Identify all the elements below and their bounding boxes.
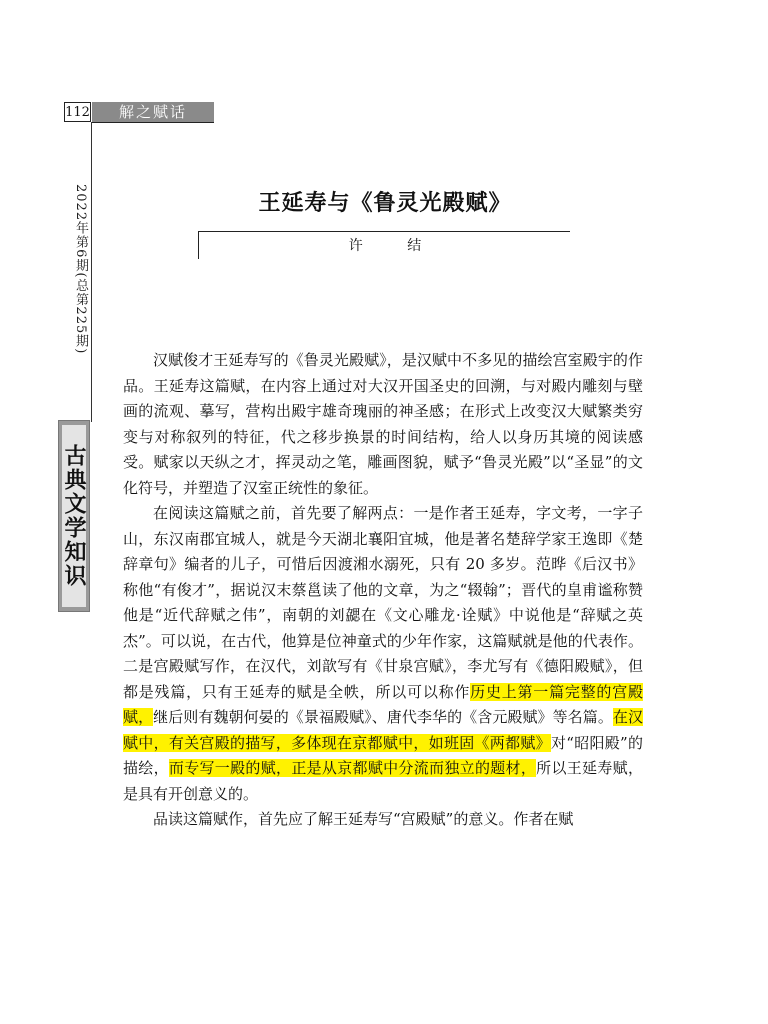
title-underline	[198, 231, 570, 232]
paragraph-3: 品读这篇赋作，首先应了解王延寿写“宫殿赋”的意义。作者在赋	[153, 810, 574, 828]
article-title: 王延寿与《鲁灵光殿赋》	[258, 190, 512, 216]
header-rule	[92, 122, 214, 123]
paragraph-2-text-c: 对“昭阳殿”的描绘，	[123, 733, 643, 777]
article-body	[123, 348, 643, 833]
paragraph-2-text-a: 在阅读这篇赋之前，首先要了解两点：一是作者王延寿，字文考，一字子山，东汉南郡宜城人，就是今天湖北襄阳宜城，他是著名楚辞学家王逸即《楚辞章句》编者的儿子，可惜后因渡湘水溺死，只有 20 多岁。范晔《后汉书》称他“有俊才”，据说汉末蔡邕读了他的文章，为之“辍翰”；晋代的皇甫谧称赞他是“近代辞赋之伟”，南朝的刘勰在《文心雕龙·诠赋》中说他是“辞赋之英杰”。可以说，在古代，他算是位神童式的少年作家，这篇赋就是他的代表作。二是宫殿赋写作，在汉代，刘歆写有《甘泉宫赋》，李尤写有《德阳殿赋》，但都是残篇，只有王延寿的赋是全帙，所以可以称作	[123, 504, 643, 701]
paragraph-1: 汉赋俊才王延寿写的《鲁灵光殿赋》，是汉赋中不多见的描绘宫室殿宇的作品。王延寿这篇赋，在内容上通过对大汉开国圣史的回溯，与对殿内雕刻与壁画的流观、摹写，营构出殿宇雄奇瑰丽的神圣感；在形式上改变汉大赋繁类穷变与对称叙列的特征，代之移步换景的时间结构，给人以身历其境的阅读感受。赋家以天纵之才，挥灵动之笔，雕画图貌，赋予“鲁灵光殿”以“圣显”的文化符号，并塑造了汉室正统性的象征。	[123, 351, 643, 497]
highlight-3: 而专写一殿的赋，正是从京都赋中分流而独立的题材，	[168, 759, 537, 777]
issue-label: 2022年第6期(总第225期)	[73, 184, 88, 355]
paragraph-2	[123, 501, 643, 807]
author-name: 许 结	[348, 238, 442, 254]
paragraph-2-text-d: 所以王延寿赋，是具有开创意义的。	[123, 759, 643, 803]
highlight-1: 历史上第一篇完整的宫殿赋，	[123, 682, 643, 726]
paragraph-2-text-b: 继后则有魏朝何晏的《景福殿赋》、唐代李华的《含元殿赋》等名篇。	[153, 708, 613, 726]
title-bracket	[198, 231, 199, 259]
margin-rule	[91, 122, 92, 422]
page-number: 112	[64, 102, 91, 122]
section-tab: 解之赋话	[92, 102, 214, 122]
highlight-2: 在汉赋中，有关宫殿的描写，多体现在京都赋中，如班固《两都赋》	[123, 708, 643, 752]
column-badge	[58, 420, 90, 612]
column-badge-text: 古典文学知识	[61, 444, 87, 588]
column-badge-panel	[62, 425, 86, 607]
